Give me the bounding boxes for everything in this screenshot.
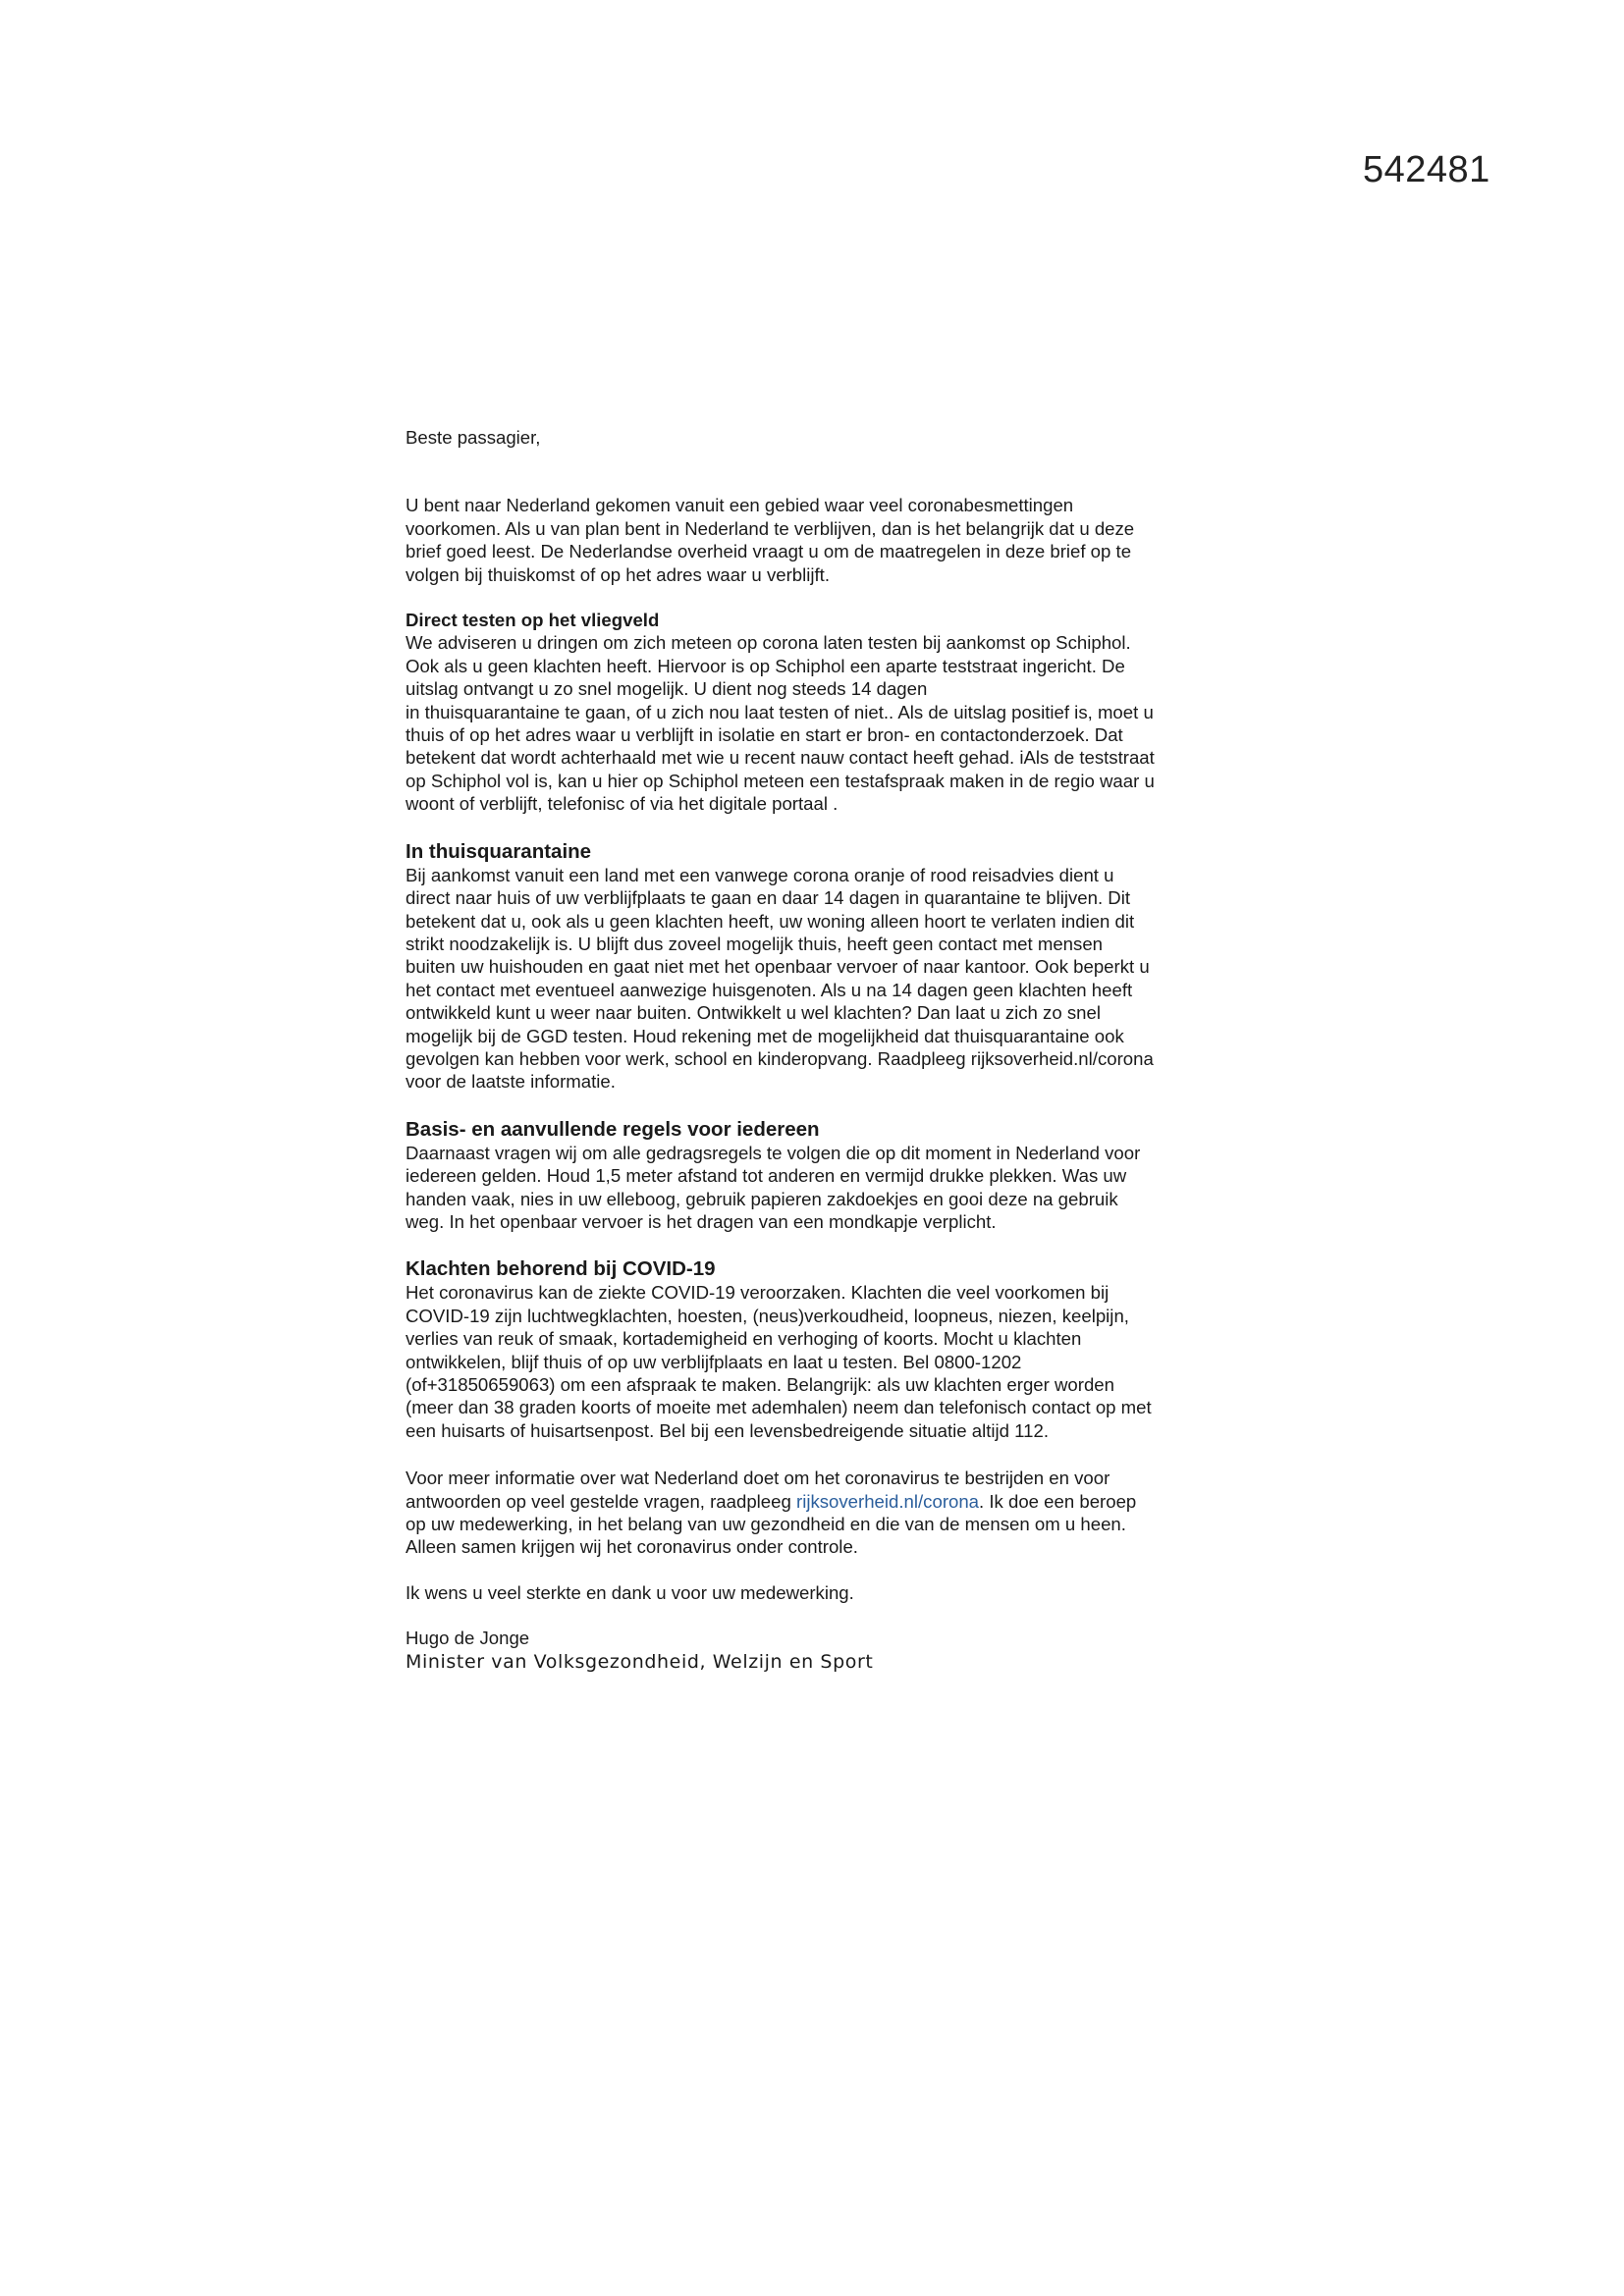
section-line: op Schiphol vol is, kan u hier op Schiphol meteen een testafspraak maken in de regio waar u [406,770,1155,791]
signature [406,1627,1252,1674]
section-line: een huisarts of huisartsenpost. Bel bij een levensbedreigende situatie altijd 112. [406,1419,1049,1441]
salutation: Beste passagier, [406,427,541,448]
closing-line: Alleen samen krijgen wij het coronavirus onder controle. [406,1536,858,1558]
intro-line: volgen bij thuiskomst of op het adres waar u verblijft. [406,563,831,585]
closing-paragraph [406,1467,1252,1559]
intro-paragraph [406,494,1252,586]
section-heading: Basis- en aanvullende regels voor iedereen [406,1117,820,1141]
section-heading: In thuisquarantaine [406,839,592,863]
section-line: iedereen gelden. Houd 1,5 meter afstand tot anderen en vermijd drukke plekken. Was uw [406,1165,1127,1187]
section-line: betekent dat wordt achterhaald met wie u recent nauw contact heeft gehad. iAls de teststraat [406,747,1155,769]
section-line: het contact met eventueel aanwezige huisgenoten. Als u na 14 dagen geen klachten heeft [406,979,1133,1000]
section-line: strikt noodzakelijk is. U blijft dus zoveel mogelijk thuis, heeft geen contact met mensen [406,933,1104,954]
section-line: Bij aankomst vanuit een land met een vanwege corona oranje of rood reisadvies dient u [406,864,1114,885]
section-basisregels [406,1118,1252,1234]
section-thuisquarantaine [406,840,1252,1094]
section-line: (meer dan 38 graden koorts of moeite met ademhalen) neem dan telefonisch contact op met [406,1397,1152,1418]
closing-line: Voor meer informatie over wat Nederland doet om het coronavirus te bestrijden en voor [406,1468,1110,1489]
section-line: direct naar huis of uw verblijfplaats te gaan en daar 14 dagen in quarantaine te blijven. Dit [406,887,1131,909]
intro-line: U bent naar Nederland gekomen vanuit een gebied waar veel coronabesmettingen [406,495,1074,516]
section-line: thuis of op het adres waar u verblijft in isolatie en start er bron- en contactonderzoek. Dat [406,724,1123,746]
signature-name: Hugo de Jonge [406,1628,530,1649]
section-line: weg. In het openbaar vervoer is het dragen van een mondkapje verplicht. [406,1210,997,1232]
section-line: uitslag ontvangt u zo snel mogelijk. U dient nog steeds 14 dagen [406,678,928,700]
section-line: voor de laatste informatie. [406,1071,616,1093]
section-line: betekent dat u, ook als u geen klachten heeft, uw woning alleen hoort te verlaten indien dit [406,910,1135,932]
section-line: Daarnaast vragen wij om alle gedragsregels te volgen die op dit moment in Nederland voor [406,1142,1141,1163]
thanks-line: Ik wens u veel sterkte en dank u voor uw medewerking. [406,1581,854,1603]
section-line: gevolgen kan hebben voor werk, school en kinderopvang. Raadpleeg rijksoverheid.nl/corona [406,1047,1154,1069]
document-number: 542481 [1363,149,1490,190]
section-heading: Klachten behorend bij COVID-19 [406,1257,716,1281]
letter-body [406,426,1252,1675]
section-line: ontwikkelen, blijf thuis of op uw verblijfplaats en laat u testen. Bel 0800-1202 [406,1351,1022,1372]
section-heading: Direct testen op het vliegveld [406,610,660,631]
signature-title: Minister van Volksgezondheid, Welzijn en Sport [406,1650,874,1673]
section-line: Het coronavirus kan de ziekte COVID-19 veroorzaken. Klachten die veel voorkomen bij [406,1282,1110,1304]
closing-line: op uw medewerking, in het belang van uw gezondheid en die van de mensen om u heen. [406,1514,1126,1535]
section-line: ontwikkeld kunt u weer naar buiten. Ontwikkelt u wel klachten? Dan laat u zich zo snel [406,1002,1101,1024]
section-line: woont of verblijft, telefonisc of via het digitale portaal . [406,793,839,815]
section-line: We adviseren u dringen om zich meteen op corona laten testen bij aankomst op Schiphol. [406,632,1131,654]
section-line: buiten uw huishouden en gaat niet met het openbaar vervoer of naar kantoor. Ook beperkt u [406,956,1150,978]
closing-line [406,1490,1252,1513]
closing-text: antwoorden op veel gestelde vragen, raadpleeg [406,1490,796,1512]
section-klachten [406,1257,1252,1442]
section-line: (of+31850659063) om een afspraak te maken. Belangrijk: als uw klachten erger worden [406,1374,1114,1395]
intro-line: brief goed leest. De Nederlandse overheid vraagt u om de maatregelen in deze brief op te [406,541,1132,562]
section-direct-testen [406,609,1252,816]
section-line: Ook als u geen klachten heeft. Hiervoor is op Schiphol een aparte teststraat ingericht. De [406,655,1125,676]
section-line: verlies van reuk of smaak, kortademigheid en verhoging of koorts. Mocht u klachten [406,1328,1082,1350]
section-line: mogelijk bij de GGD testen. Houd rekening met de mogelijkheid dat thuisquarantaine ook [406,1025,1124,1046]
section-line: handen vaak, nies in uw elleboog, gebruik papieren zakdoekjes en gooi deze na gebruik [406,1188,1118,1209]
section-line: in thuisquarantaine te gaan, of u zich nou laat testen of niet.. Als de uitslag positief is, moet u [406,701,1154,722]
closing-text: . Ik doe een beroep [979,1490,1137,1512]
rijksoverheid-link[interactable]: rijksoverheid.nl/corona [796,1490,980,1512]
intro-line: voorkomen. Als u van plan bent in Nederland te verblijven, dan is het belangrijk dat u deze [406,517,1135,539]
section-line: COVID-19 zijn luchtwegklachten, hoesten, (neus)verkoudheid, loopneus, niezen, keelpijn, [406,1305,1129,1326]
